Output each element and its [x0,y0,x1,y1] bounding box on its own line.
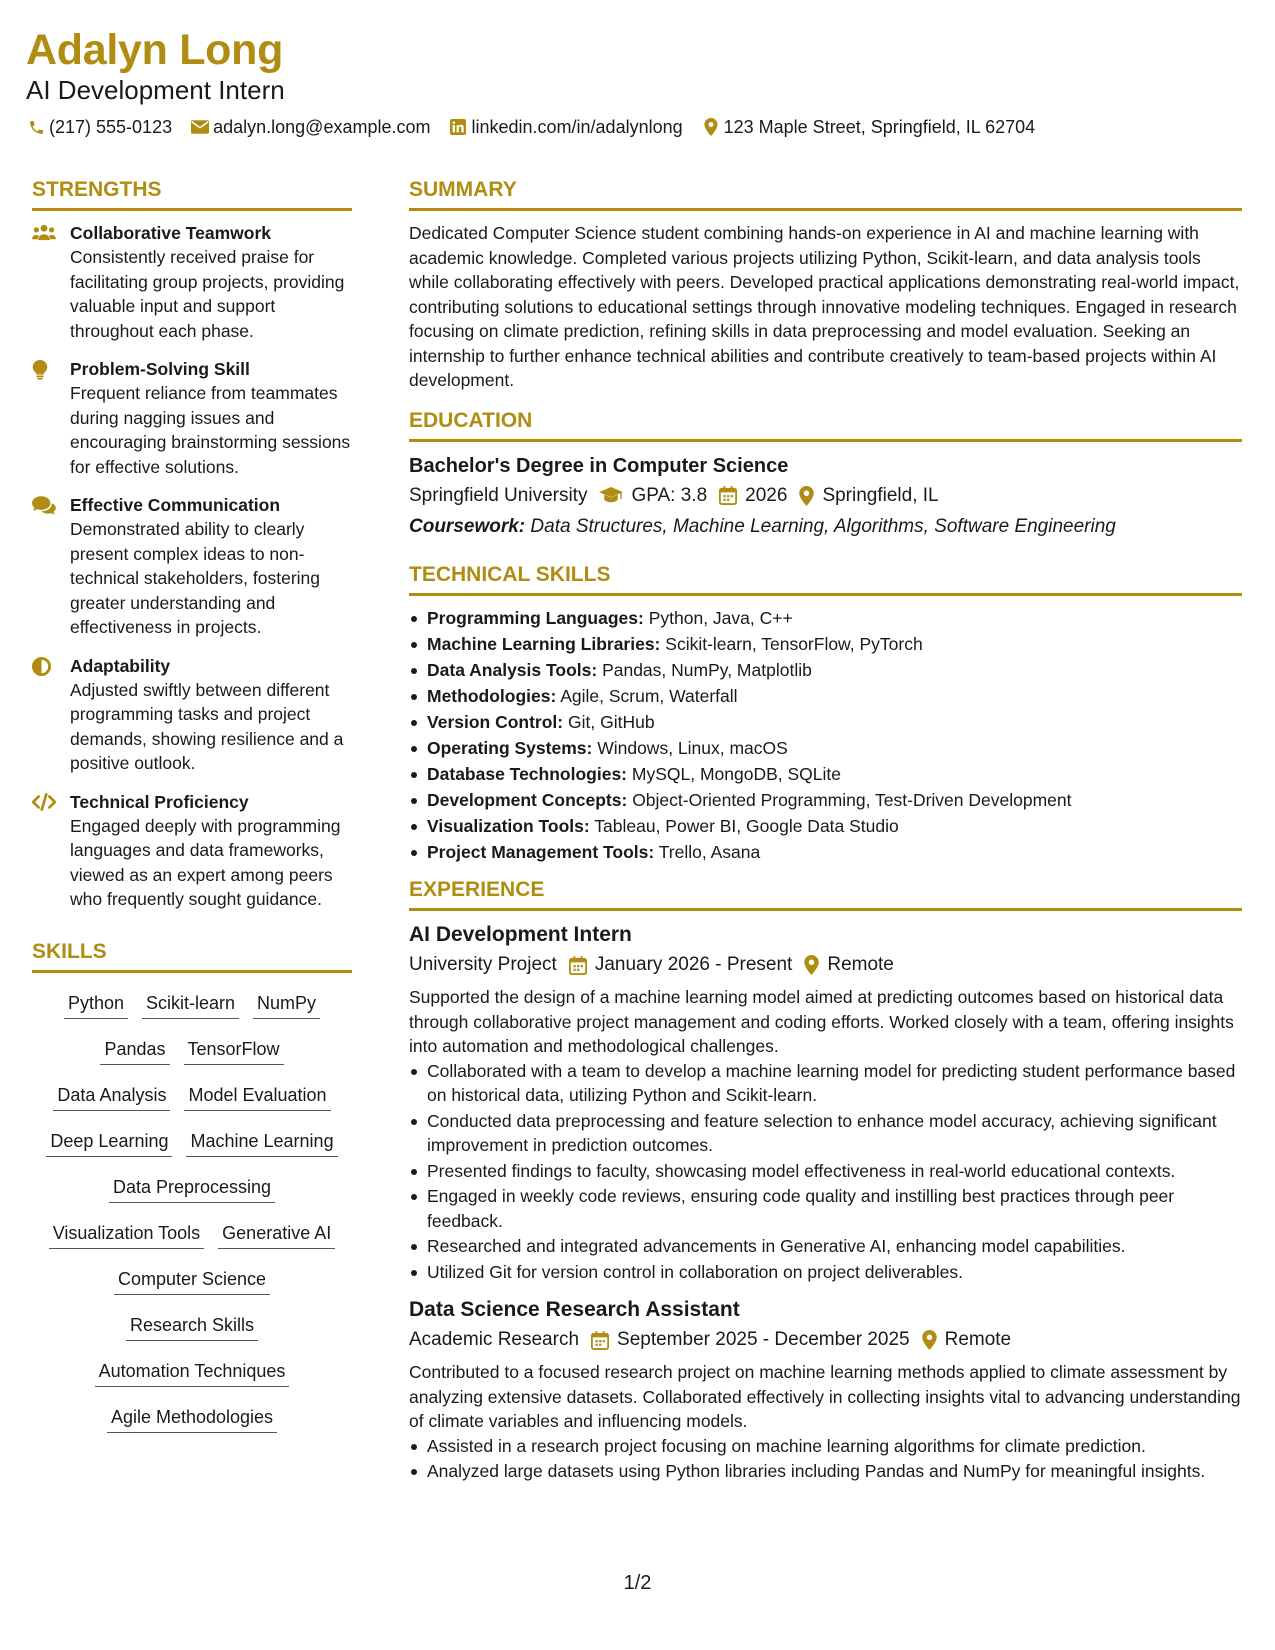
technical-skills-title: TECHNICAL SKILLS [409,561,1242,596]
list-item: Assisted in a research project focusing on machine learning algorithms for climate prediction. [409,1434,1242,1459]
summary-text: Dedicated Computer Science student combining hands-on experience in AI and machine learning with academic knowledge. Completed various projects utilizing Python, Scikit-learn, and data analysis tools while collaborating effectively with peers. Developed practical applications demonstrating real-world impact, contributing solutions to educational settings through innovative modeling techniques. Engaged in research focusing on climate prediction, refining skills in data preprocessing and model evaluation. Seeking an internship to further enhance technical abilities and contribute creatively to team-based projects within AI development. [409,223,1240,390]
address-text: 123 Maple Street, Springfield, IL 62704 [723,117,1036,137]
skill-value: Windows, Linux, macOS [597,737,788,758]
skill-chip: Computer Science [114,1267,270,1295]
job-location [922,1326,1012,1354]
list-item: Presented findings to faculty, showcasing model effectiveness in real-world educational contexts. [409,1159,1242,1184]
list-item [409,762,1242,787]
skill-chip: Data Preprocessing [109,1175,275,1203]
skill-label: Data Analysis Tools: [427,659,598,680]
list-item [409,658,1242,683]
list-item: Researched and integrated advancements in Generative AI, enhancing model capabilities. [409,1234,1242,1259]
skill-chip: Pandas [100,1037,169,1065]
strength-title: Adaptability [70,655,171,676]
map-pin-icon [799,486,814,506]
skill-label: Project Management Tools: [427,841,655,862]
coursework-label: Coursework: [409,515,526,537]
skill-label: Methodologies: [427,685,557,706]
skill-value: Trello, Asana [658,841,761,862]
strength-desc: Frequent reliance from teammates during nagging issues and encouraging brainstorming sessions for effective solutions. [70,383,351,477]
skill-chip: Scikit-learn [142,991,239,1019]
location-text: Remote [827,954,894,975]
job-meta [409,951,1242,979]
school-name [409,482,587,510]
skill-chip: Automation Techniques [95,1359,290,1387]
phone-icon [26,117,46,137]
coursework-list: Data Structures, Machine Learning, Algorithms, Software Engineering [530,515,1116,537]
skill-label: Machine Learning Libraries: [427,633,661,654]
users-icon [32,221,70,343]
candidate-name: Adalyn Long [26,26,284,74]
list-item: Collaborated with a team to develop a machine learning model for predicting student performance based on historical data, utilizing Python and Scikit-learn. [409,1059,1242,1108]
coursework [409,513,1242,541]
job-bullets [409,1434,1242,1484]
skills-title: SKILLS [32,938,352,973]
skill-value: Tableau, Power BI, Google Data Studio [594,815,899,836]
skill-chip: Research Skills [126,1313,258,1341]
skill-chip: Python [64,991,128,1019]
strength-desc: Adjusted swiftly between different programming tasks and project demands, showing resilience and a positive outlook. [70,679,344,773]
education-meta [409,482,1242,510]
contact-email[interactable] [190,115,430,139]
skill-value: Object-Oriented Programming, Test-Driven Development [632,789,1072,810]
skill-label: Version Control: [427,711,564,732]
graduation-year [719,482,787,510]
job-summary: Supported the design of a machine learning model aimed at predicting outcomes based on historical data through collaborative project management and coding efforts. Worked closely with a team, offering insights into automation and methodological challenges. [409,987,1234,1056]
job-entry [409,921,1242,1284]
left-column [32,176,352,1445]
experience-title: EXPERIENCE [409,876,1242,911]
email-text: adalyn.long@example.com [213,117,431,137]
skill-chip: Generative AI [218,1221,335,1249]
skill-label: Visualization Tools: [427,815,590,836]
envelope-icon [190,117,210,137]
skill-label: Development Concepts: [427,789,628,810]
list-item [409,606,1242,631]
job-title: AI Development Intern [409,923,632,946]
contact-phone[interactable] [26,115,172,139]
summary-title: SUMMARY [409,176,1242,211]
skill-chip: Data Analysis [53,1083,170,1111]
job-location [804,951,894,979]
technical-skills-list [409,606,1242,865]
list-item: Engaged in weekly code reviews, ensuring code quality and instilling best practices through peer feedback. [409,1184,1242,1233]
year-text: 2026 [745,484,788,506]
gpa-text: GPA: 3.8 [631,484,708,506]
skill-label: Programming Languages: [427,607,644,628]
location-text: Remote [944,1329,1012,1350]
strength-item [32,221,352,343]
skills-list [32,983,352,1445]
org-text: Academic Research [409,1329,580,1350]
candidate-role: AI Development Intern [26,75,285,105]
map-pin-icon [804,955,819,975]
job-org [409,1326,579,1354]
skill-value: Pandas, NumPy, Matplotlib [602,659,812,680]
strength-desc: Engaged deeply with programming languages and data frameworks, viewed as an expert among peers who frequently sought guidance. [70,815,341,909]
job-title: Data Science Research Assistant [409,1298,740,1321]
dates-text: January 2026 - Present [594,954,793,975]
list-item [409,814,1242,839]
contact-linkedin[interactable] [448,115,682,139]
skill-chip: Visualization Tools [49,1221,204,1249]
job-dates [569,951,793,979]
job-meta [409,1326,1242,1354]
job-dates [591,1326,910,1354]
list-item: Analyzed large datasets using Python libraries including Pandas and NumPy for meaningful insights. [409,1459,1242,1484]
linkedin-icon [448,117,468,137]
calendar-icon [719,486,737,505]
skill-label: Database Technologies: [427,763,628,784]
calendar-icon [569,956,587,975]
strength-item [32,654,352,776]
list-item: Utilized Git for version control in collaboration on project deliverables. [409,1260,1242,1285]
map-pin-icon [922,1330,937,1350]
list-item [409,710,1242,735]
skill-value: MySQL, MongoDB, SQLite [631,763,842,784]
skill-value: Agile, Scrum, Waterfall [560,685,738,706]
job-bullets [409,1059,1242,1285]
list-item [409,736,1242,761]
graduation-cap-icon [599,487,623,504]
skill-value: Git, GitHub [568,711,655,732]
strengths-title: STRENGTHS [32,176,352,211]
skill-chip: Model Evaluation [184,1083,330,1111]
degree-name: Bachelor's Degree in Computer Science [409,454,789,477]
org-text: University Project [409,954,557,975]
strength-item [32,790,352,912]
map-pin-icon [701,117,721,137]
dates-text: September 2025 - December 2025 [617,1329,910,1350]
job-org [409,951,557,979]
list-item [409,632,1242,657]
skill-chip: Agile Methodologies [107,1405,277,1433]
skill-chip: TensorFlow [184,1037,284,1065]
lightbulb-icon [32,357,70,479]
skill-value: Python, Java, C++ [648,607,793,628]
gpa [599,482,707,510]
strength-desc: Demonstrated ability to clearly present complex ideas to non-technical stakeholders, fostering greater understanding and effectiveness in projects. [70,519,320,637]
skill-chip: Deep Learning [46,1129,172,1157]
list-item [409,840,1242,865]
page-number: 1/2 [623,1572,652,1594]
resume-header [26,24,1246,139]
linkedin-text: linkedin.com/in/adalynlong [471,117,683,137]
contact-bar [26,115,1246,139]
school-text: Springfield University [409,484,588,506]
list-item [409,788,1242,813]
code-icon [32,790,70,912]
phone-text: (217) 555-0123 [49,117,173,137]
education-title: EDUCATION [409,407,1242,442]
comments-icon [32,493,70,640]
strength-item [32,357,352,479]
calendar-icon [591,1331,609,1350]
contact-address [701,115,1036,139]
list-item: Conducted data preprocessing and feature selection to enhance model accuracy, achieving significant improvement in prediction outcomes. [409,1109,1242,1158]
list-item [409,684,1242,709]
right-column [409,176,1242,1485]
job-summary: Contributed to a focused research project on machine learning methods applied to climate assessment by analyzing extensive datasets. Collaborated effectively in collecting insights vital to advancing understanding of climate variables and influencing models. [409,1362,1241,1431]
location-text: Springfield, IL [822,484,939,506]
strength-title: Effective Communication [70,495,281,515]
strength-title: Technical Proficiency [70,791,249,812]
half-circle-icon [32,654,70,776]
strength-desc: Consistently received praise for facilitating group projects, providing valuable input and support throughout each phase. [70,247,345,341]
strength-title: Collaborative Teamwork [70,223,271,243]
strength-item [32,493,352,640]
strength-title: Problem-Solving Skill [70,359,250,379]
skill-label: Operating Systems: [427,737,593,758]
job-entry [409,1296,1242,1484]
skill-value: Scikit-learn, TensorFlow, PyTorch [665,633,923,654]
skill-chip: NumPy [253,991,320,1019]
skill-chip: Machine Learning [186,1129,337,1157]
education-location [799,482,938,510]
